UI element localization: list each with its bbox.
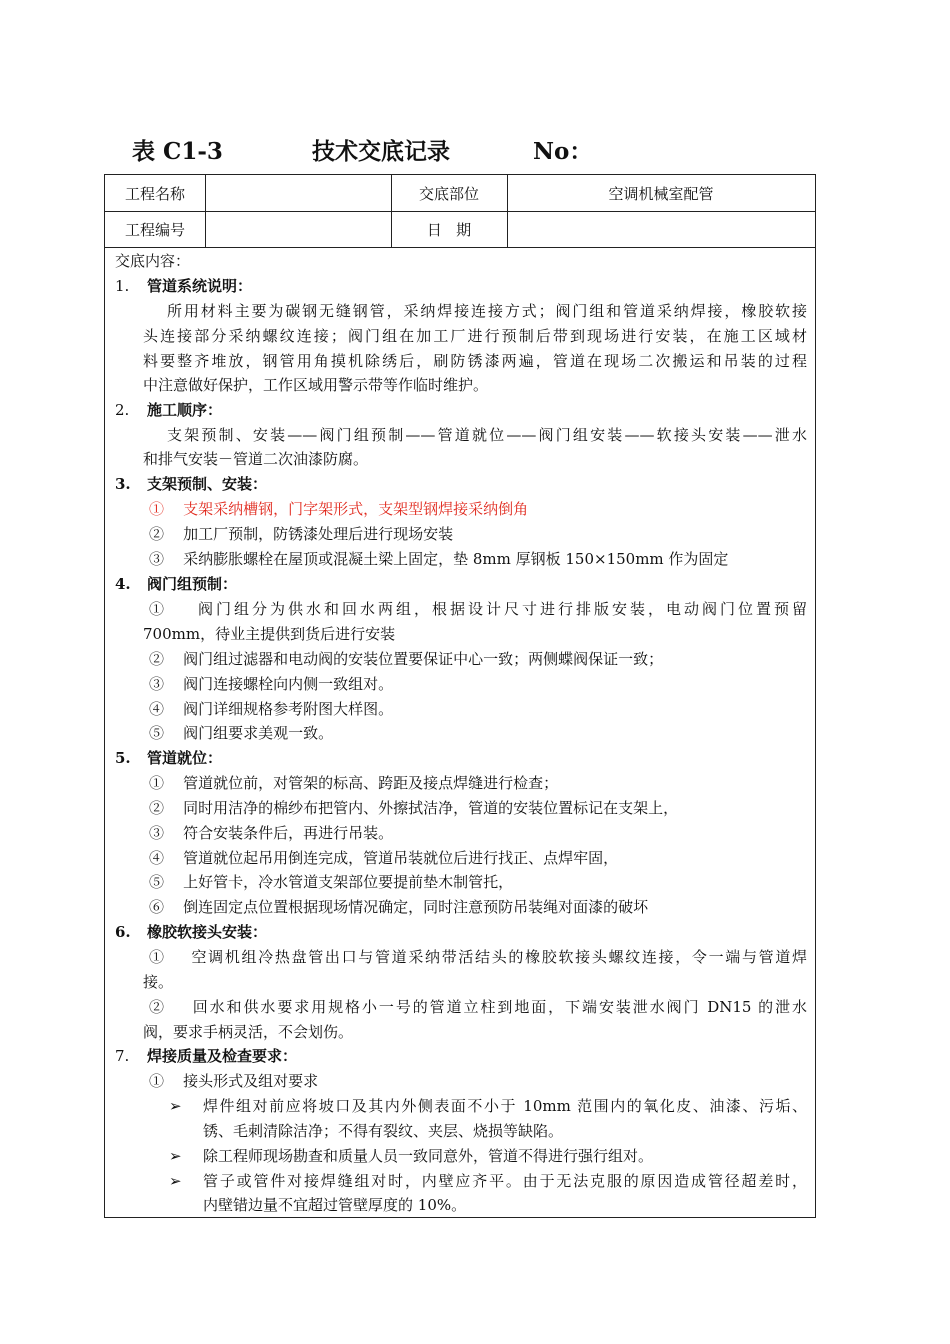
list-item: ③ 采纳膨胀螺栓在屋顶或混凝土梁上固定，垫 8mm 厚钢板 150×150mm 作为固定 <box>149 550 729 568</box>
paragraph-line: 支架预制、安装——阀门组预制——管道就位——阀门组安装——软接头安装——泄水 <box>167 426 807 444</box>
section-number: 2. <box>115 401 130 419</box>
list-item: ③ 符合安装条件后，再进行吊装。 <box>149 824 394 842</box>
section-heading: 支架预制、安装： <box>147 475 268 493</box>
section-number: 5. <box>115 749 131 767</box>
section-heading: 管道就位： <box>147 749 223 767</box>
list-item: ⑤ 阀门组要求美观一致。 <box>149 724 334 742</box>
project-no-label: 工程编号 <box>124 220 185 239</box>
list-item: ⑤ 上好管卡，冷水管道支架部位要提前垫木制管托， <box>149 873 514 891</box>
section-heading: 焊接质量及检查要求： <box>147 1047 298 1065</box>
date-label: 日 期 <box>426 220 472 239</box>
list-item: ② 加工厂预制，防锈漆处理后进行现场安装 <box>149 525 454 543</box>
section-number: 7. <box>115 1047 130 1065</box>
bullet-arrow-icon: ➢ <box>169 1172 182 1190</box>
section-number: 4. <box>115 575 131 593</box>
list-item: ④ 管道就位起吊用倒连完成，管道吊装就位后进行找正、点焊牢固， <box>149 849 619 867</box>
list-item: ② 回水和供水要求用规格小一号的管道立柱到地面，下端安装泄水阀门 DN15 的泄水 <box>149 998 807 1016</box>
list-item: ① 接头形式及组对要求 <box>149 1072 319 1090</box>
list-item-continued: 700mm，待业主提供到货后进行安装 <box>143 625 396 643</box>
bullet-item: 焊件组对前应将坡口及其内外侧表面不小于 10mm 范围内的氧化皮、油漆、污垢、 <box>203 1097 807 1115</box>
paragraph-line: 中注意做好保护，工作区域用警示带等作临时维护。 <box>143 376 489 394</box>
form-code: 表 C1-3 <box>132 138 223 165</box>
project-name-label: 工程名称 <box>124 184 185 203</box>
section-number: 1. <box>115 277 130 295</box>
list-item: ⑥ 倒连固定点位置根据现场情况确定，同时注意预防吊装绳对面漆的破坏 <box>149 898 649 916</box>
location-label: 交底部位 <box>418 184 479 203</box>
bullet-item: 管子或管件对接焊缝组对时，内壁应齐平。由于无法克服的原因造成管径超差时， <box>203 1172 807 1190</box>
paragraph-line: 和排气安装－管道二次油漆防腐。 <box>143 450 369 468</box>
list-item: ② 同时用洁净的棉纱布把管内、外擦拭洁净，管道的安装位置标记在支架上， <box>149 799 679 817</box>
section-number: 3. <box>115 475 131 493</box>
paragraph-line: 头连接部分采纳螺纹连接；阀门组在加工厂进行预制后带到现场进行安装，在施工区域材 <box>143 327 807 345</box>
location-field[interactable]: 空调机械室配管 <box>608 184 714 203</box>
document-title-bar <box>0 133 950 165</box>
paragraph-line: 所用材料主要为碳钢无缝钢管，采纳焊接连接方式；阀门组和管道采纳焊接，橡胶软接 <box>167 302 807 320</box>
bullet-item-continued: 锈、毛刺清除洁净；不得有裂纹、夹层、烧损等缺陷。 <box>203 1122 564 1140</box>
record-table <box>104 174 816 1218</box>
record-number-label: No： <box>533 138 593 165</box>
bullet-item-continued: 内壁错边量不宜超过管壁厚度的 10%。 <box>203 1196 467 1214</box>
section-number: 6. <box>115 923 131 941</box>
date-field[interactable] <box>507 211 815 247</box>
list-item: ① 阀门组分为供水和回水两组，根据设计尺寸进行排版安装，电动阀门位置预留 <box>149 600 807 618</box>
list-item: ④ 阀门详细规格参考附图大样图。 <box>149 700 394 718</box>
bullet-arrow-icon: ➢ <box>169 1097 182 1115</box>
list-item-continued: 阀，要求手柄灵活，不会划伤。 <box>143 1023 354 1041</box>
section-heading: 橡胶软接头安装： <box>147 923 268 941</box>
page-title: 技术交底记录 <box>312 138 450 165</box>
list-item-highlighted: ① 支架采纳槽钢，门字架形式，支架型钢焊接采纳倒角 <box>149 500 529 518</box>
list-item: ③ 阀门连接螺栓向内侧一致组对。 <box>149 675 394 693</box>
bullet-arrow-icon: ➢ <box>169 1147 182 1165</box>
section-heading: 施工顺序： <box>147 401 223 419</box>
bullet-item: 除工程师现场勘查和质量人员一致同意外，管道不得进行强行组对。 <box>203 1147 654 1165</box>
list-item-continued: 接。 <box>143 973 174 991</box>
list-item: ① 管道就位前，对管架的标高、跨距及接点焊缝进行检查； <box>149 774 559 792</box>
content-intro: 交底内容： <box>115 252 191 270</box>
section-heading: 阀门组预制： <box>147 575 238 593</box>
project-no-field[interactable] <box>205 211 391 247</box>
list-item: ① 空调机组冷热盘管出口与管道采纳带活结头的橡胶软接头螺纹连接，令一端与管道焊 <box>149 948 807 966</box>
section-heading: 管道系统说明： <box>147 277 253 295</box>
row-divider <box>105 247 815 248</box>
project-name-field[interactable] <box>205 175 391 211</box>
list-item: ② 阀门组过滤器和电动阀的安装位置要保证中心一致；两侧蝶阀保证一致； <box>149 650 664 668</box>
paragraph-line: 料要整齐堆放，钢管用角摸机除绣后，刷防锈漆两遍，管道在现场二次搬运和吊装的过程 <box>143 352 807 370</box>
